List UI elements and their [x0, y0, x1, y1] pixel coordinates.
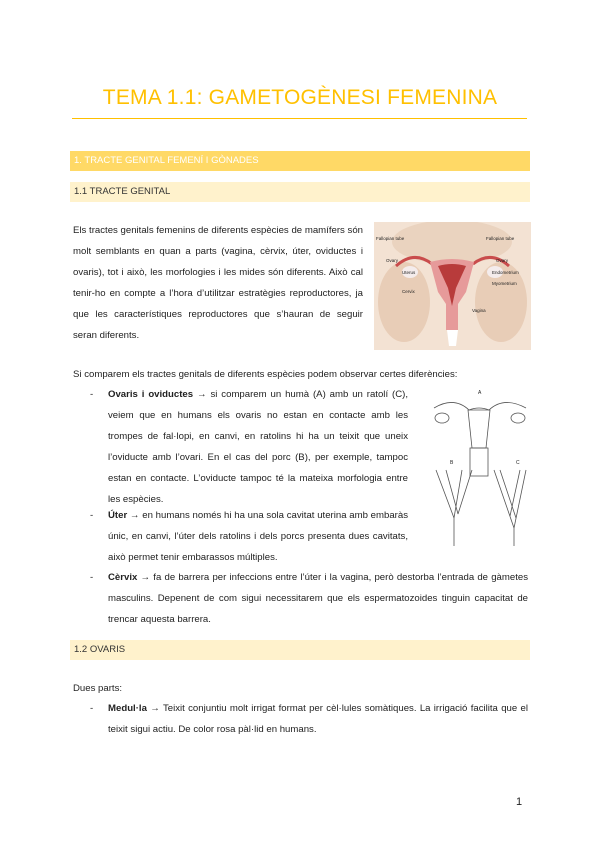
bullet-term: Medul·la — [108, 703, 147, 714]
section-heading-1-1: 1.1 TRACTE GENITAL — [70, 182, 530, 202]
title-underline — [72, 118, 527, 119]
bullet-dash: - — [90, 703, 94, 714]
bullet-term: Cèrvix — [108, 572, 138, 583]
bullet-text: → Teixit conjuntiu molt irrigat format per cèl·lules somàtiques. La irrigació facilita que el teixit sigui actiu. De color rosa pàl·lid en humans. — [108, 703, 528, 735]
label-uterus: Uterus — [402, 270, 416, 275]
figure-label-b: B — [450, 460, 454, 466]
page-title: TEMA 1.1: GAMETOGÈNESI FEMENINA — [102, 86, 498, 109]
label-ovary-right: Ovary — [496, 258, 509, 263]
figure-label-c: C — [516, 460, 520, 466]
species-comparison-figure — [424, 388, 534, 548]
page-number: 1 — [516, 796, 523, 808]
bullet-dash: - — [90, 389, 94, 400]
bullet-dash: - — [90, 510, 94, 521]
bullet-term: Úter — [108, 510, 128, 521]
section-heading-1-2: 1.2 OVARIS — [70, 640, 530, 660]
label-myometrium: Myometrium — [492, 281, 517, 286]
label-endometrium: Endometrium — [492, 270, 519, 275]
intro-paragraph: Els tractes genitals femenins de diferents espècies de mamífers són molt semblants en quan a parts (vagina, cèrvix, úter, oviductes i ovaris), tot i això, les morfologies i les mides són diferents. Això cal tenir-ho en compte a l’hora d’utilitzar estratègies reproductores, ja que les característiques reproductores que s’hauran de seguir seran diferents. — [73, 225, 363, 341]
figure-label-a: A — [478, 390, 482, 396]
label-cervix: Cervix — [402, 289, 415, 294]
label-fallopian-right: Fallopian tube — [486, 236, 515, 241]
bullet-text: → en humans només hi ha una sola cavitat uterina amb embaràs únic, en canvi, l’úter dels ratolins i dels porcs presenta dues cavitats, això permet tenir embarassos múltiples. — [108, 510, 408, 563]
label-vagina: Vagina — [472, 308, 486, 313]
bullet-text: → fa de barrera per infeccions entre l’úter i la vagina, però destorba l’entrada de gàmetes masculins. Depenent de com sigui necessitarem que els espermatozoides tinguin capacitat de trencar aquesta barrera. — [108, 572, 528, 625]
label-fallopian-left: Fallopian tube — [376, 236, 405, 241]
anatomy-figure — [374, 222, 531, 350]
bullet-dash: - — [90, 572, 94, 583]
bullet-term: Ovaris i oviductes — [108, 389, 194, 400]
comparison-lead: Si comparem els tractes genitals de diferents espècies podem observar certes diferències: — [73, 369, 458, 380]
label-ovary-left: Ovary — [386, 258, 399, 263]
bullet-text: → si comparem un humà (A) amb un ratolí (C), veiem que en humans els ovaris no estan en contacte amb les trompes de fal·lopi, en canvi, en ratolins hi ha un teixit que uneix l’oviducte amb l’ovari. En el cas del porc (B), per exemple, tampoc estan en contacte. L’oviducte tampoc té la mateixa morfologia entre les espècies. — [108, 389, 408, 505]
ovaris-lead: Dues parts: — [73, 683, 123, 694]
section-heading-1: 1. TRACTE GENITAL FEMENÍ I GÒNADES — [70, 151, 530, 171]
